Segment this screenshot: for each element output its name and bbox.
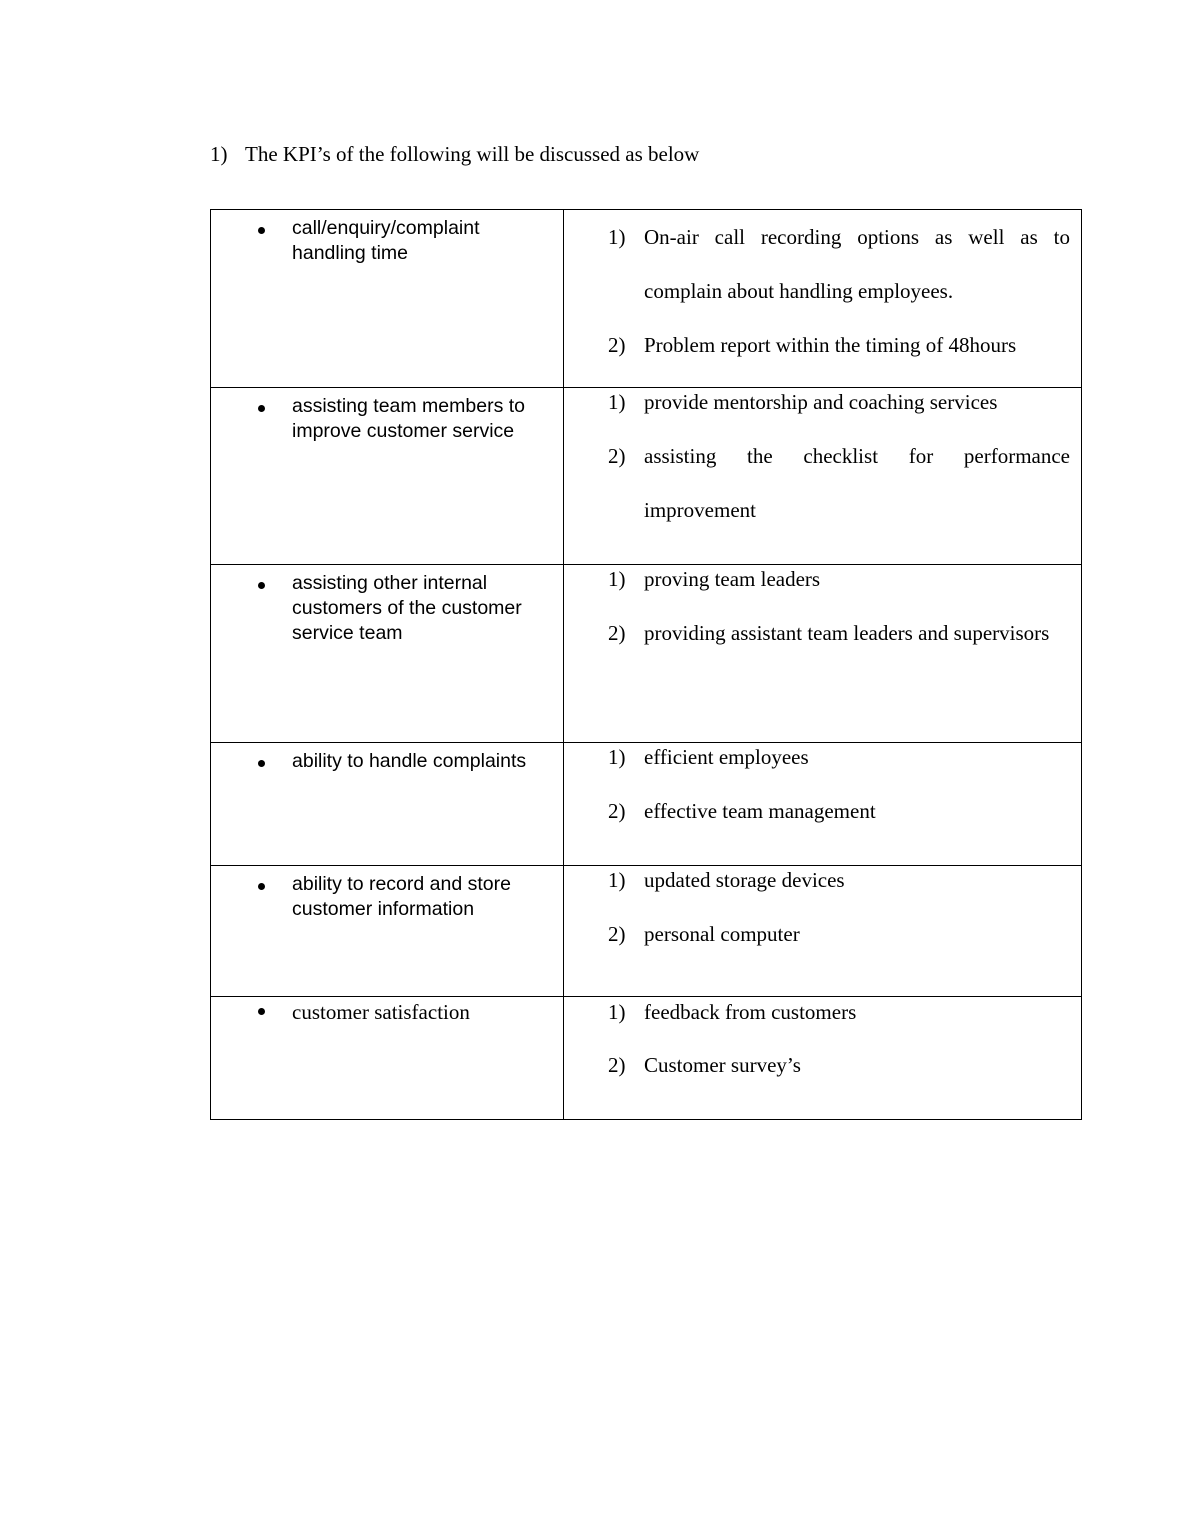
bullet-icon	[258, 760, 265, 767]
table-row	[211, 866, 1082, 997]
measure-cell	[564, 565, 1082, 743]
table-row	[211, 388, 1082, 565]
bullet-icon	[258, 405, 265, 412]
item-number: 1)	[608, 390, 626, 414]
list-item	[564, 429, 1081, 537]
kpi-cell	[211, 866, 564, 997]
item-text: Problem report within the timing of 48hours	[644, 333, 1017, 357]
kpi-cell	[211, 565, 564, 743]
list-item	[564, 797, 1081, 825]
kpi-label: assisting team members to improve customer service	[292, 395, 526, 442]
bullet-icon	[258, 227, 265, 234]
bullet-icon	[258, 883, 265, 890]
list-item	[564, 920, 1081, 948]
list-item	[564, 388, 1081, 416]
item-text: personal computer	[644, 922, 800, 946]
kpi-cell	[211, 743, 564, 866]
kpi-cell	[211, 997, 564, 1120]
kpi-label: ability to record and store customer information	[292, 873, 511, 920]
measure-list	[564, 997, 1081, 1079]
list-item	[564, 743, 1081, 771]
table-row	[211, 210, 1082, 388]
measure-cell	[564, 866, 1082, 997]
table-row	[211, 997, 1082, 1120]
item-number: 2)	[608, 444, 626, 468]
table-row	[211, 565, 1082, 743]
item-text: Customer survey’s	[644, 1053, 801, 1077]
item-number: 1)	[608, 1000, 626, 1024]
kpi-label: assisting other internal customers of the customer service team	[292, 572, 522, 644]
list-item	[564, 565, 1081, 593]
item-number: 2)	[608, 1053, 626, 1077]
item-number: 2)	[608, 922, 626, 946]
kpi-table	[210, 209, 1082, 1120]
measure-list	[564, 743, 1081, 825]
measure-cell	[564, 210, 1082, 388]
kpi-label: ability to handle complaints	[292, 750, 527, 772]
measure-list	[564, 866, 1081, 948]
table-row	[211, 743, 1082, 866]
list-item	[564, 606, 1081, 660]
item-number: 1)	[608, 745, 626, 769]
kpi-label: customer satisfaction	[292, 1000, 470, 1024]
measure-cell	[564, 997, 1082, 1120]
measure-list	[564, 210, 1081, 372]
bullet-icon	[258, 1008, 265, 1015]
list-item	[564, 998, 1081, 1026]
measure-list	[564, 388, 1081, 537]
item-number: 2)	[608, 799, 626, 823]
item-text: effective team management	[644, 799, 876, 823]
item-text: proving team leaders	[644, 567, 821, 591]
item-number: 2)	[608, 621, 626, 645]
item-text: On-air call recording options as well as to complain about handling employees.	[644, 225, 1070, 303]
item-text: feedback from customers	[644, 1000, 857, 1024]
item-text: providing assistant team leaders and supervisors	[644, 621, 1050, 645]
item-number: 1)	[608, 225, 626, 249]
kpi-label: call/enquiry/complaint handling time	[292, 217, 480, 264]
item-text: efficient employees	[644, 745, 809, 769]
list-item	[564, 210, 1081, 318]
item-number: 1)	[608, 868, 626, 892]
bullet-icon	[258, 582, 265, 589]
measure-cell	[564, 743, 1082, 866]
heading-number: 1)	[210, 142, 228, 166]
section-heading	[210, 140, 699, 168]
list-item	[564, 866, 1081, 894]
kpi-cell	[211, 210, 564, 388]
list-item	[564, 1051, 1081, 1079]
item-number: 2)	[608, 333, 626, 357]
item-text: assisting the checklist for performance improvement	[644, 444, 1070, 522]
item-text: updated storage devices	[644, 868, 845, 892]
list-item	[564, 318, 1081, 372]
measure-cell	[564, 388, 1082, 565]
measure-list	[564, 565, 1081, 660]
item-text: provide mentorship and coaching services	[644, 390, 998, 414]
heading-text: The KPI’s of the following will be discussed as below	[245, 142, 700, 166]
kpi-cell	[211, 388, 564, 565]
item-number: 1)	[608, 567, 626, 591]
